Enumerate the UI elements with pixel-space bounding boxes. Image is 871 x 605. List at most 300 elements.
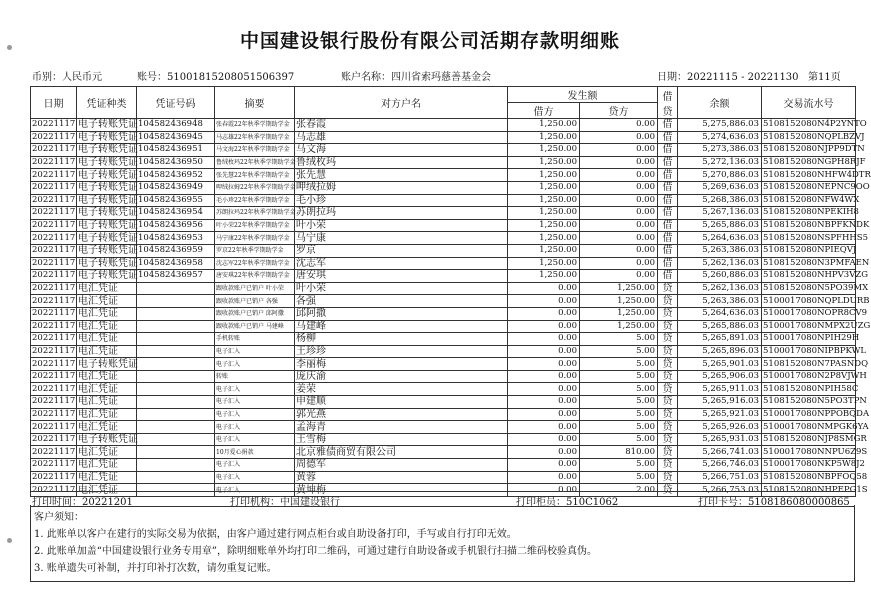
cell-voucher-no: 104582436949 — [137, 181, 215, 194]
cell-voucher-type: 电子转账凭证 — [78, 157, 138, 169]
cell-credit: 1,250.00 — [580, 320, 658, 333]
cell-debit: 0.00 — [508, 295, 580, 308]
notice-item-2: 2. 此账单加盖“中国建设银行业务专用章”，除明细账单外均打印二维码，可通过建行自助设备或手机银行扫描二维码校验真伪。 — [34, 546, 597, 557]
table-row — [31, 320, 856, 333]
cell-summary: 电子汇入 — [215, 396, 295, 409]
cell-voucher-no — [137, 408, 215, 421]
cell-voucher-no: 104582436957 — [137, 270, 215, 283]
cell-date: 20221117 — [32, 345, 76, 356]
cell-credit: 0.00 — [580, 257, 658, 270]
cell-voucher-type: 电汇凭证 — [77, 333, 137, 346]
cell-debit-credit: 借 — [658, 119, 678, 132]
cell-voucher-no — [137, 370, 215, 383]
cell-debit-credit: 贷 — [658, 320, 678, 333]
cell-summary: 马志雄22年秋季学期助学金 — [215, 131, 295, 144]
table-row — [31, 144, 856, 157]
cell-serial: 5108152080NQPLBZVJ — [763, 131, 865, 142]
table-row — [31, 119, 856, 132]
cell-summary: 罗京22年秋季学期助学金 — [215, 244, 295, 257]
cell-balance: 5,265,926.03 — [678, 421, 762, 434]
cell-serial: 5108152080NPIEQVJ — [763, 245, 857, 256]
cell-credit: 5.00 — [580, 370, 658, 383]
customer-notice — [30, 505, 855, 582]
cell-summary: 马文海22年秋季学期助学金 — [215, 144, 295, 157]
cell-summary: 电子汇入 — [215, 421, 295, 434]
cell-counterparty: 杨柳 — [295, 333, 508, 346]
cell-counterparty: 罗京 — [295, 244, 508, 257]
cell-credit: 0.00 — [580, 270, 658, 283]
cell-voucher-no: 104582436945 — [137, 131, 215, 144]
cell-debit-credit: 贷 — [658, 370, 678, 383]
cell-balance: 5,272,136.03 — [678, 156, 762, 169]
cell-counterparty: 马建峰 — [295, 320, 508, 333]
table-row — [31, 471, 856, 484]
cell-counterparty: 张先慧 — [295, 169, 508, 182]
print-teller: 打印柜员：510C1062 — [516, 497, 619, 508]
table-row — [31, 295, 856, 308]
cell-debit-credit: 借 — [658, 131, 678, 144]
cell-debit-credit: 贷 — [658, 358, 678, 371]
cell-voucher-no — [137, 459, 215, 472]
cell-serial: 5108152080NBPFKNDK — [763, 220, 870, 231]
table-row — [31, 194, 856, 207]
cell-summary: 电子汇入 — [215, 358, 295, 371]
cell-credit: 0.00 — [580, 207, 658, 220]
cell-serial: 5100017080NKP5W8J2 — [763, 459, 865, 470]
cell-balance: 5,263,386.03 — [678, 244, 762, 257]
cell-voucher-no — [137, 446, 215, 459]
binding-hole-marker — [7, 45, 12, 50]
cell-date: 20221117 — [32, 396, 76, 407]
cell-serial: 5108152080N5PO3TPN — [763, 396, 867, 407]
cell-voucher-no: 104582436959 — [137, 244, 215, 257]
cell-credit: 2.00 — [580, 484, 658, 497]
cell-voucher-no: 104582436955 — [137, 194, 215, 207]
cell-summary: 10月爱心捐款 — [215, 446, 295, 459]
table-row — [31, 219, 856, 232]
cell-voucher-type: 电子转账凭证 — [78, 434, 138, 446]
cell-counterparty: 马文海 — [295, 144, 508, 157]
cell-summary: 电子汇入 — [215, 408, 295, 421]
cell-debit-credit: 借 — [658, 207, 678, 220]
cell-credit: 5.00 — [580, 433, 658, 446]
account-name: 账户名称：四川省索玛慈善基金会 — [341, 72, 491, 83]
cell-voucher-type: 电汇凭证 — [77, 320, 137, 333]
cell-voucher-no — [137, 421, 215, 434]
cell-balance: 5,270,886.03 — [678, 169, 762, 182]
cell-serial: 5108152080NFW4WX — [763, 194, 860, 205]
table-row — [31, 282, 856, 295]
cell-date: 20221117 — [32, 144, 76, 155]
table-row — [31, 446, 856, 459]
cell-voucher-type: 电汇凭证 — [77, 383, 137, 396]
cell-debit: 1,250.00 — [508, 119, 580, 132]
cell-summary: 转账 — [215, 370, 295, 383]
cell-balance: 5,265,931.03 — [678, 433, 762, 446]
cell-counterparty: 北京雅债商贸有限公司 — [295, 446, 508, 459]
cell-debit-credit: 借 — [658, 270, 678, 283]
cell-summary: 沈志军22年秋季学期助学金 — [215, 257, 295, 270]
col-header-credit: 贷方 — [580, 103, 658, 119]
cell-debit: 1,250.00 — [508, 169, 580, 182]
cell-debit: 1,250.00 — [508, 244, 580, 257]
cell-balance: 5,267,136.03 — [678, 207, 762, 220]
cell-credit: 5.00 — [580, 383, 658, 396]
cell-voucher-no — [137, 383, 215, 396]
cell-serial: 5100017080NOPR8CV9 — [763, 308, 868, 319]
print-time: 打印时间：20221201 — [32, 497, 133, 508]
cell-serial: 5108152080NHPV3VZG — [763, 270, 869, 281]
cell-debit: 1,250.00 — [508, 144, 580, 157]
cell-debit: 0.00 — [508, 421, 580, 434]
cell-serial: 5108152080NEPNC9OO — [763, 182, 870, 193]
cell-debit-credit: 贷 — [658, 295, 678, 308]
cell-voucher-no — [137, 282, 215, 295]
cell-date: 20221117 — [32, 408, 76, 419]
cell-voucher-type: 电汇凭证 — [77, 459, 137, 472]
cell-debit-credit: 借 — [658, 169, 678, 182]
cell-serial: 5100017080NQPLDURB — [763, 295, 870, 306]
table-row — [31, 207, 856, 220]
cell-credit: 0.00 — [580, 169, 658, 182]
cell-debit-credit: 贷 — [658, 459, 678, 472]
cell-credit: 0.00 — [580, 232, 658, 245]
cell-debit: 1,250.00 — [508, 156, 580, 169]
col-header-debit-credit: 借贷 — [658, 87, 678, 119]
cell-date: 20221117 — [32, 308, 76, 319]
cell-voucher-type: 电子转账凭证 — [78, 194, 138, 206]
cell-debit: 0.00 — [508, 396, 580, 409]
cell-voucher-type: 电子转账凭证 — [78, 207, 138, 219]
cell-voucher-type: 电子转账凭证 — [78, 144, 138, 156]
cell-credit: 5.00 — [580, 459, 658, 472]
cell-voucher-type: 电汇凭证 — [77, 408, 137, 421]
cell-balance: 5,266,741.03 — [678, 446, 762, 459]
table-row — [31, 358, 856, 371]
cell-balance: 5,274,636.03 — [678, 131, 762, 144]
cell-balance: 5,264,636.03 — [678, 232, 762, 245]
cell-credit: 1,250.00 — [580, 295, 658, 308]
cell-voucher-type: 电汇凭证 — [77, 471, 137, 484]
cell-voucher-no: 104582436948 — [137, 119, 215, 132]
cell-voucher-type: 电汇凭证 — [77, 295, 137, 308]
cell-serial: 5108152080NJPP9DTN — [763, 144, 865, 155]
cell-serial: 5100017080NMPGK6YA — [763, 421, 869, 432]
cell-date: 20221117 — [32, 446, 76, 457]
cell-debit: 0.00 — [508, 358, 580, 371]
cell-counterparty: 呷绒拉姆 — [295, 181, 508, 194]
cell-debit-credit: 贷 — [658, 282, 678, 295]
cell-counterparty: 周德军 — [295, 459, 508, 472]
cell-voucher-no — [137, 295, 215, 308]
cell-credit: 5.00 — [580, 358, 658, 371]
cell-date: 20221117 — [32, 131, 76, 142]
cell-counterparty: 毛小珍 — [295, 194, 508, 207]
cell-date: 20221117 — [32, 245, 76, 256]
cell-voucher-type: 电汇凭证 — [77, 345, 137, 358]
cell-voucher-type: 电子转账凭证 — [78, 131, 138, 143]
cell-debit-credit: 贷 — [658, 383, 678, 396]
table-row — [31, 408, 856, 421]
cell-date: 20221117 — [32, 220, 76, 231]
col-header-debit: 借方 — [508, 103, 580, 119]
cell-debit-credit: 借 — [658, 257, 678, 270]
account-number: 账号：51001815208051506397 — [137, 72, 295, 83]
transaction-table — [30, 86, 871, 497]
cell-serial: 5108152080NGPH8RJF — [763, 157, 866, 168]
cell-voucher-type: 电子转账凭证 — [78, 169, 138, 181]
cell-debit-credit: 借 — [658, 219, 678, 232]
col-header-balance: 余额 — [678, 87, 762, 119]
cell-summary: 跟收款账户已销户 各强 — [215, 295, 295, 308]
cell-date: 20221117 — [32, 371, 76, 382]
cell-credit: 0.00 — [580, 194, 658, 207]
print-org: 打印机构：中国建设银行 — [230, 497, 340, 508]
col-header-amount: 发生额 — [508, 87, 658, 103]
cell-debit-credit: 借 — [658, 144, 678, 157]
cell-counterparty: 鲁绒枚玛 — [295, 156, 508, 169]
cell-debit: 0.00 — [508, 320, 580, 333]
cell-balance: 5,263,386.03 — [678, 295, 762, 308]
cell-summary: 呷绒拉姆22年秋季学期助学金 — [215, 181, 295, 194]
cell-serial: 5100017080NIPBPKWL — [763, 345, 866, 356]
cell-voucher-type: 电子转账凭证 — [78, 220, 138, 232]
cell-balance: 5,265,916.03 — [678, 396, 762, 409]
cell-serial: 5100017080NPPOBQDA — [763, 408, 870, 419]
cell-debit-credit: 贷 — [658, 484, 678, 497]
cell-debit: 0.00 — [508, 484, 580, 497]
cell-balance: 5,262,136.03 — [678, 257, 762, 270]
cell-voucher-no: 104582436954 — [137, 207, 215, 220]
cell-credit: 0.00 — [580, 144, 658, 157]
cell-voucher-no: 104582436958 — [137, 257, 215, 270]
cell-date: 20221117 — [32, 270, 76, 281]
cell-counterparty: 各强 — [295, 295, 508, 308]
cell-summary: 跟收款账户已销户 马建峰 — [215, 320, 295, 333]
binding-hole-marker — [7, 538, 12, 543]
table-row — [31, 345, 856, 358]
cell-summary: 叶小荣22年秋季学期助学金 — [215, 219, 295, 232]
cell-debit-credit: 贷 — [658, 446, 678, 459]
cell-voucher-no — [137, 345, 215, 358]
date-range: 日期：20221115 - 20221130 — [657, 72, 799, 83]
cell-summary: 跟收款账户已销户 邱阿撒 — [215, 307, 295, 320]
cell-balance: 5,265,921.03 — [678, 408, 762, 421]
cell-debit: 0.00 — [508, 307, 580, 320]
cell-balance: 5,262,136.03 — [678, 282, 762, 295]
cell-credit: 5.00 — [580, 333, 658, 346]
cell-credit: 1,250.00 — [580, 307, 658, 320]
cell-date: 20221117 — [32, 320, 76, 331]
col-header-voucher-type: 凭证种类 — [77, 87, 137, 119]
cell-date: 20221117 — [32, 157, 76, 168]
col-header-counterparty: 对方户名 — [295, 87, 508, 119]
cell-voucher-type: 电汇凭证 — [77, 370, 137, 383]
cell-counterparty: 马宁康 — [295, 232, 508, 245]
cell-voucher-type: 电子转账凭证 — [78, 270, 138, 282]
cell-date: 20221117 — [32, 434, 76, 445]
cell-summary: 苏朗拉玛22年秋季学期助学金 — [215, 207, 295, 220]
table-row — [31, 433, 856, 446]
cell-voucher-type: 电汇凭证 — [77, 421, 137, 434]
cell-voucher-type: 电子转账凭证 — [78, 232, 138, 244]
table-row — [31, 232, 856, 245]
cell-debit-credit: 贷 — [658, 333, 678, 346]
cell-voucher-no — [137, 396, 215, 409]
page-number: 第11页 — [808, 72, 841, 83]
cell-debit-credit: 借 — [658, 232, 678, 245]
cell-voucher-type: 电汇凭证 — [77, 307, 137, 320]
cell-debit-credit: 贷 — [658, 471, 678, 484]
cell-debit-credit: 贷 — [658, 396, 678, 409]
cell-voucher-no — [137, 307, 215, 320]
cell-summary: 鲁绒枚玛22年秋季学期助学金 — [215, 156, 295, 169]
cell-summary: 跟收款账户已销户 叶小荣 — [215, 282, 295, 295]
notice-item-1: 1. 此账单以客户在建行的实际交易为依据，由客户通过建行网点柜台或自助设备打印，手写或自行打印无效。 — [34, 529, 517, 540]
cell-voucher-no: 104582436956 — [137, 219, 215, 232]
cell-counterparty: 孟海青 — [295, 421, 508, 434]
cell-voucher-type: 电子转账凭证 — [78, 182, 138, 194]
cell-balance: 5,275,886.03 — [678, 119, 762, 132]
cell-counterparty: 王珍珍 — [295, 345, 508, 358]
cell-debit-credit: 借 — [658, 156, 678, 169]
cell-voucher-no: 104582436953 — [137, 232, 215, 245]
cell-debit: 0.00 — [508, 446, 580, 459]
cell-balance: 5,265,891.03 — [678, 333, 762, 346]
cell-counterparty: 姜荣 — [295, 383, 508, 396]
cell-serial: 5108152080NBPFOQ58 — [763, 471, 868, 482]
cell-voucher-type: 电子转账凭证 — [78, 119, 138, 131]
cell-balance: 5,268,386.03 — [678, 194, 762, 207]
cell-credit: 0.00 — [580, 181, 658, 194]
cell-debit: 0.00 — [508, 345, 580, 358]
cell-debit: 0.00 — [508, 282, 580, 295]
table-row — [31, 396, 856, 409]
cell-date: 20221117 — [32, 358, 76, 369]
cell-date: 20221117 — [32, 421, 76, 432]
cell-credit: 0.00 — [580, 131, 658, 144]
col-header-summary: 摘要 — [215, 87, 295, 119]
cell-counterparty: 郭光燕 — [295, 408, 508, 421]
table-row — [31, 370, 856, 383]
col-header-date: 日期 — [31, 87, 77, 119]
cell-summary: 电子汇入 — [215, 471, 295, 484]
cell-balance: 5,260,886.03 — [678, 270, 762, 283]
cell-date: 20221117 — [32, 207, 76, 218]
cell-debit-credit: 贷 — [658, 408, 678, 421]
cell-serial: 5108152080NPEKIH8 — [763, 207, 859, 218]
cell-debit: 0.00 — [508, 471, 580, 484]
cell-date: 20221117 — [32, 194, 76, 205]
cell-voucher-type: 电汇凭证 — [77, 446, 137, 459]
cell-balance: 5,269,636.03 — [678, 181, 762, 194]
cell-credit: 5.00 — [580, 345, 658, 358]
cell-counterparty: 叶小荣 — [295, 282, 508, 295]
cell-counterparty: 叶小荣 — [295, 219, 508, 232]
cell-summary: 张春霞22年秋季学期助学金 — [215, 119, 295, 132]
cell-debit: 1,250.00 — [508, 232, 580, 245]
cell-balance: 5,266,751.03 — [678, 471, 762, 484]
cell-debit-credit: 借 — [658, 181, 678, 194]
cell-voucher-no — [137, 320, 215, 333]
cell-balance: 5,266,746.03 — [678, 459, 762, 472]
cell-voucher-type: 电汇凭证 — [77, 484, 137, 497]
cell-counterparty: 黄坤梅 — [295, 484, 508, 497]
cell-summary: 电子汇入 — [215, 459, 295, 472]
cell-date: 20221117 — [32, 257, 76, 268]
cell-counterparty: 马志雄 — [295, 131, 508, 144]
cell-voucher-type: 电子转账凭证 — [78, 245, 138, 257]
cell-debit: 1,250.00 — [508, 194, 580, 207]
cell-voucher-type: 电汇凭证 — [77, 396, 137, 409]
cell-debit: 0.00 — [508, 383, 580, 396]
col-header-serial: 交易流水号 — [762, 87, 856, 119]
cell-date: 20221117 — [32, 484, 76, 495]
cell-date: 20221117 — [32, 471, 76, 482]
cell-debit: 1,250.00 — [508, 219, 580, 232]
cell-voucher-no — [137, 333, 215, 346]
cell-debit: 0.00 — [508, 333, 580, 346]
table-row — [31, 257, 856, 270]
cell-counterparty: 黄蓉 — [295, 471, 508, 484]
cell-date: 20221117 — [32, 119, 76, 130]
cell-debit: 0.00 — [508, 370, 580, 383]
cell-serial: 5108152080N3PMFAEN — [763, 257, 870, 268]
cell-credit: 0.00 — [580, 244, 658, 257]
cell-voucher-type: 电汇凭证 — [77, 282, 137, 295]
cell-counterparty: 申建顺 — [295, 396, 508, 409]
cell-debit-credit: 借 — [658, 244, 678, 257]
cell-serial: 5100017080NPIH29H — [763, 333, 860, 344]
cell-summary: 电子汇入 — [215, 345, 295, 358]
cell-voucher-type: 电子转账凭证 — [78, 358, 138, 370]
cell-counterparty: 李丽梅 — [295, 358, 508, 371]
cell-summary: 毛小珍22年秋季学期助学金 — [215, 194, 295, 207]
table-row — [31, 181, 856, 194]
cell-serial: 5108152080N7PASNDQ — [763, 358, 869, 369]
cell-debit: 0.00 — [508, 459, 580, 472]
cell-balance: 5,265,886.03 — [678, 320, 762, 333]
cell-debit: 1,250.00 — [508, 181, 580, 194]
cell-credit: 0.00 — [580, 219, 658, 232]
cell-balance: 5,265,906.03 — [678, 370, 762, 383]
cell-credit: 0.00 — [580, 156, 658, 169]
cell-voucher-no — [137, 471, 215, 484]
cell-debit: 1,250.00 — [508, 131, 580, 144]
table-row — [31, 421, 856, 434]
table-row — [31, 156, 856, 169]
cell-summary: 张先慧22年秋季学期助学金 — [215, 169, 295, 182]
cell-voucher-no: 104582436950 — [137, 156, 215, 169]
cell-balance: 5,265,911.03 — [678, 383, 762, 396]
cell-debit-credit: 借 — [658, 194, 678, 207]
table-row — [31, 131, 856, 144]
cell-summary: 电子汇入 — [215, 383, 295, 396]
cell-debit-credit: 贷 — [658, 421, 678, 434]
cell-debit: 1,250.00 — [508, 207, 580, 220]
cell-voucher-type: 电子转账凭证 — [78, 257, 138, 269]
cell-serial: 5108152080NPIH58C — [763, 383, 859, 394]
cell-balance: 5,265,886.03 — [678, 219, 762, 232]
cell-summary: 马宁康22年秋季学期助学金 — [215, 232, 295, 245]
cell-serial: 5108152080NSPFHHS5 — [763, 232, 869, 243]
cell-counterparty: 邱阿撒 — [295, 307, 508, 320]
cell-summary: 电子汇入 — [215, 433, 295, 446]
cell-credit: 0.00 — [580, 119, 658, 132]
cell-serial: 5100017080NMPX2UZG — [763, 320, 871, 331]
cell-summary: 唐安琪22年秋季学期助学金 — [215, 270, 295, 283]
cell-serial: 5108152080N5PO39MX — [763, 283, 869, 294]
